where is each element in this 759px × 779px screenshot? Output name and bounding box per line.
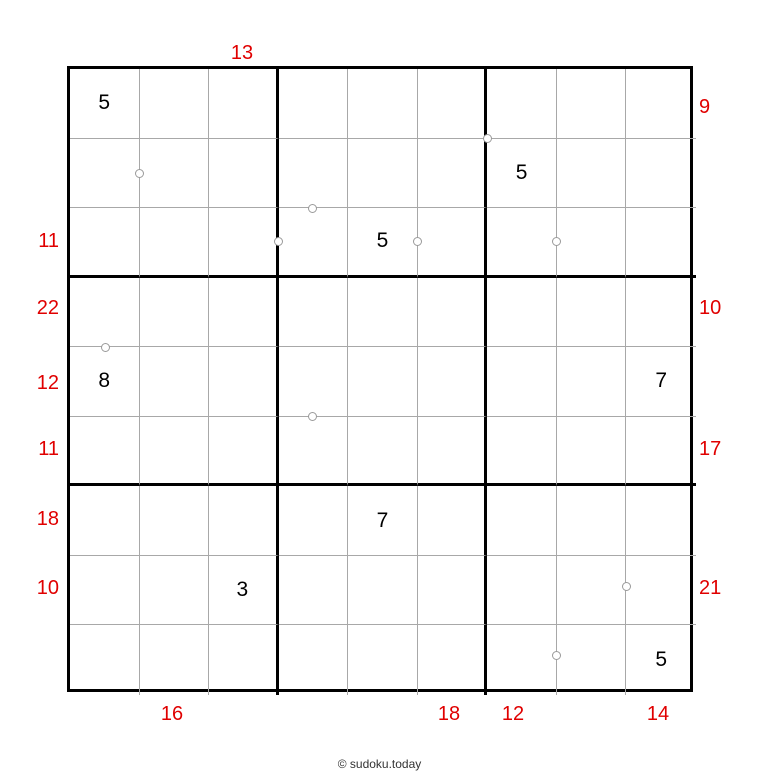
cell-r3c3[interactable] (209, 208, 279, 278)
white-dot-r1c6-r1c7 (483, 134, 492, 143)
clue-left-row6: 11 (38, 438, 59, 460)
cell-r3c4[interactable] (279, 208, 349, 278)
cell-r5c1[interactable]: 8 (70, 347, 140, 417)
cell-r5c3[interactable] (209, 347, 279, 417)
cell-r3c1[interactable] (70, 208, 140, 278)
cell-r7c4[interactable] (279, 486, 349, 556)
cell-r8c1[interactable] (70, 556, 140, 626)
cell-r1c1[interactable]: 5 (70, 69, 140, 139)
cell-r5c2[interactable] (140, 347, 210, 417)
cell-r2c2[interactable] (140, 139, 210, 209)
cell-r5c8[interactable] (557, 347, 627, 417)
white-dot-r2c1-r2c2 (135, 169, 144, 178)
cell-r5c4[interactable] (279, 347, 349, 417)
clue-left-row8: 10 (36, 577, 59, 599)
cell-r8c8[interactable] (557, 556, 627, 626)
cell-r7c7[interactable] (487, 486, 557, 556)
cell-r2c4[interactable] (279, 139, 349, 209)
cell-r2c5[interactable] (348, 139, 418, 209)
cell-r8c6[interactable] (418, 556, 488, 626)
cell-r2c7[interactable]: 5 (487, 139, 557, 209)
clue-left-row3: 11 (38, 230, 59, 252)
cell-r6c1[interactable] (70, 417, 140, 487)
cell-r9c3[interactable] (209, 625, 279, 695)
cell-r6c6[interactable] (418, 417, 488, 487)
cell-r9c1[interactable] (70, 625, 140, 695)
cell-r1c6[interactable] (418, 69, 488, 139)
clue-bottom-col2: 16 (160, 703, 184, 725)
cell-r5c7[interactable] (487, 347, 557, 417)
footer-credit: © sudoku.today (337, 757, 422, 771)
cell-r9c7[interactable] (487, 625, 557, 695)
cell-r1c7[interactable] (487, 69, 557, 139)
cell-r4c7[interactable] (487, 278, 557, 348)
cell-r1c3[interactable] (209, 69, 279, 139)
cell-r8c4[interactable] (279, 556, 349, 626)
clue-left-row7: 18 (36, 508, 59, 530)
cell-r6c4[interactable] (279, 417, 349, 487)
cell-r4c2[interactable] (140, 278, 210, 348)
cell-r1c5[interactable] (348, 69, 418, 139)
clue-left-row4: 22 (36, 297, 59, 319)
clue-bottom-col6: 18 (437, 703, 461, 725)
cell-r3c8[interactable] (557, 208, 627, 278)
cell-r9c2[interactable] (140, 625, 210, 695)
cell-r6c9[interactable] (626, 417, 696, 487)
cell-r4c4[interactable] (279, 278, 349, 348)
cell-r4c3[interactable] (209, 278, 279, 348)
cell-r4c8[interactable] (557, 278, 627, 348)
white-dot-r8c8-r8c9 (622, 582, 631, 591)
cell-r3c6[interactable] (418, 208, 488, 278)
cell-r8c9[interactable] (626, 556, 696, 626)
cell-r4c6[interactable] (418, 278, 488, 348)
clue-right-row8: 21 (699, 577, 722, 599)
cell-r7c1[interactable] (70, 486, 140, 556)
cell-r7c5[interactable]: 7 (348, 486, 418, 556)
cell-r9c6[interactable] (418, 625, 488, 695)
white-dot-r4c1-r5c1 (101, 343, 110, 352)
cell-r7c3[interactable] (209, 486, 279, 556)
cell-r6c5[interactable] (348, 417, 418, 487)
cell-r5c6[interactable] (418, 347, 488, 417)
clue-bottom-col9: 14 (646, 703, 670, 725)
cell-r4c1[interactable] (70, 278, 140, 348)
cell-r3c5[interactable]: 5 (348, 208, 418, 278)
clue-left-row5: 12 (36, 372, 59, 394)
cell-r7c8[interactable] (557, 486, 627, 556)
cell-r8c5[interactable] (348, 556, 418, 626)
cell-r5c9[interactable]: 7 (626, 347, 696, 417)
white-dot-r2c4-r3c4 (308, 204, 317, 213)
cell-r9c9[interactable]: 5 (655, 648, 668, 672)
cell-r7c2[interactable] (140, 486, 210, 556)
cell-r2c6[interactable] (418, 139, 488, 209)
white-dot-r5c4-r6c4 (308, 412, 317, 421)
cell-r4c9[interactable] (626, 278, 696, 348)
cell-r8c3[interactable]: 3 (209, 556, 279, 626)
cell-r7c6[interactable] (418, 486, 488, 556)
cell-r9c5[interactable] (348, 625, 418, 695)
cell-r1c9[interactable] (626, 69, 696, 139)
clue-right-row6: 17 (699, 438, 722, 460)
cell-r8c2[interactable] (140, 556, 210, 626)
cell-r9c4[interactable] (279, 625, 349, 695)
cell-r5c5[interactable] (348, 347, 418, 417)
cell-r1c8[interactable] (557, 69, 627, 139)
cell-r6c8[interactable] (557, 417, 627, 487)
cell-r8c7[interactable] (487, 556, 557, 626)
cell-r4c5[interactable] (348, 278, 418, 348)
cell-r2c3[interactable] (209, 139, 279, 209)
cell-r2c1[interactable] (70, 139, 140, 209)
clue-bottom-col7: 12 (501, 703, 525, 725)
cell-r6c3[interactable] (209, 417, 279, 487)
cell-r1c4[interactable] (279, 69, 349, 139)
cell-r1c2[interactable] (140, 69, 210, 139)
cell-r2c9[interactable] (626, 139, 696, 209)
clue-right-row4: 10 (699, 297, 722, 319)
clue-top-col4: 13 (230, 42, 254, 64)
clue-right-row1: 9 (699, 96, 711, 118)
cell-r3c7[interactable] (487, 208, 557, 278)
cell-r3c2[interactable] (140, 208, 210, 278)
cell-r9c8[interactable] (557, 625, 627, 695)
cell-r2c8[interactable] (557, 139, 627, 209)
cell-r7c9[interactable] (626, 486, 696, 556)
sudoku-grid[interactable] (67, 66, 693, 692)
cell-r6c7[interactable] (487, 417, 557, 487)
cell-r3c9[interactable] (626, 208, 696, 278)
cell-r6c2[interactable] (140, 417, 210, 487)
